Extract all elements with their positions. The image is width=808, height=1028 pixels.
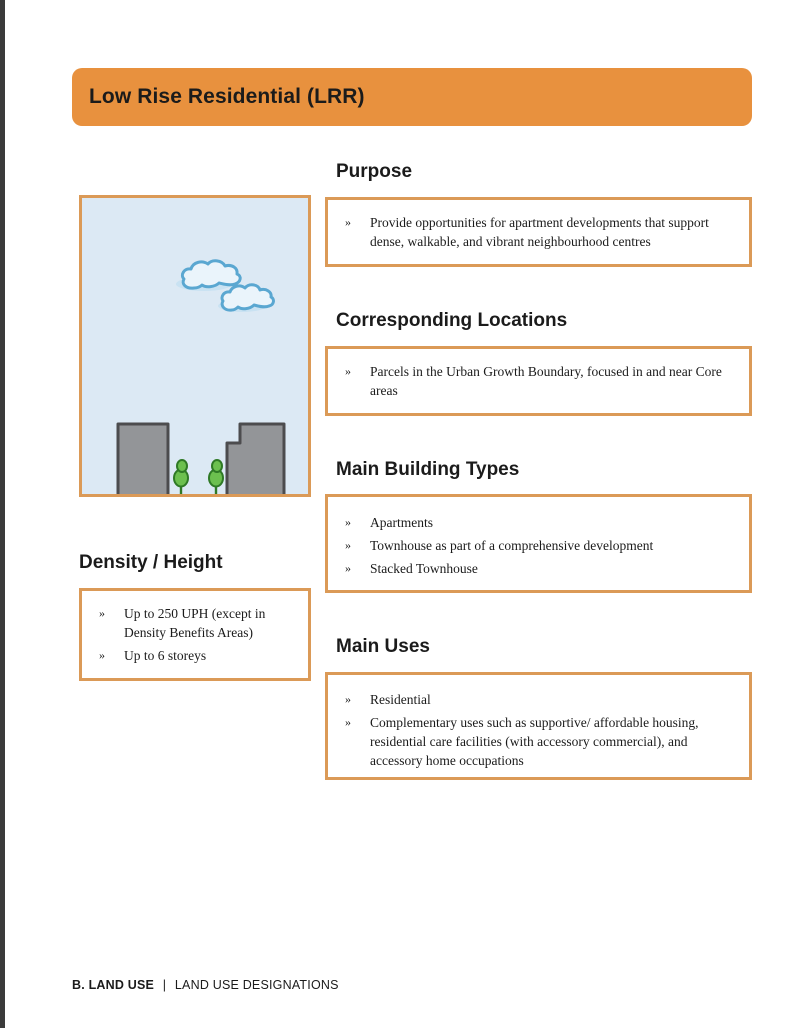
bullet-marker: » <box>345 215 351 229</box>
section-title-purpose: Purpose <box>336 161 413 182</box>
list-item <box>99 604 300 642</box>
building-left-icon <box>118 424 168 494</box>
city-sketch-icon <box>82 198 308 494</box>
page-title: Low Rise Residential (LRR) <box>89 85 365 108</box>
list-item <box>345 362 741 400</box>
cloud-icon <box>182 261 240 288</box>
list-item-text: Apartments <box>370 515 433 530</box>
list-item-text: Stacked Townhouse <box>370 561 478 576</box>
designation-banner <box>72 68 752 126</box>
page-footer <box>72 978 339 992</box>
list-item <box>345 213 741 251</box>
list-item <box>345 713 741 770</box>
bullet-marker: » <box>345 364 351 378</box>
bullet-marker: » <box>345 538 351 552</box>
bullet-marker: » <box>345 692 351 706</box>
footer-separator: | <box>162 978 167 992</box>
locations-box <box>325 346 752 416</box>
list-item <box>345 559 741 578</box>
list-item-text: Up to 6 storeys <box>124 648 207 663</box>
section-title-density-height: Density / Height <box>79 552 223 573</box>
list-item <box>345 513 741 532</box>
purpose-box <box>325 197 752 267</box>
bullet-marker: » <box>345 515 351 529</box>
page-edge-strip <box>0 0 5 1028</box>
building-right-icon <box>227 424 284 494</box>
building-types-box <box>325 494 752 593</box>
list-item-text: Residential <box>370 692 431 707</box>
list-item-text: Provide opportunities for apartment developments that support dense, walkable, and vibrant neighbourhood centres <box>370 215 709 249</box>
tree-icon <box>209 460 223 494</box>
section-title-locations: Corresponding Locations <box>336 310 568 331</box>
list-item <box>99 646 300 665</box>
list-item-text: Townhouse as part of a comprehensive development <box>370 538 654 553</box>
buildings-illustration <box>79 195 311 497</box>
list-item-text: Complementary uses such as supportive/ affordable housing, residential care facilities (with accessory commercial), and accessory home occupations <box>370 715 699 768</box>
section-title-building-types: Main Building Types <box>336 459 520 480</box>
list-item-text: Up to 250 UPH (except in Density Benefits Areas) <box>124 606 266 640</box>
bullet-marker: » <box>99 648 105 662</box>
cloud-icon <box>222 285 273 310</box>
section-title-main-uses: Main Uses <box>336 636 430 657</box>
list-item <box>345 690 741 709</box>
list-item <box>345 536 741 555</box>
bullet-marker: » <box>99 606 105 620</box>
bullet-marker: » <box>345 715 351 729</box>
footer-subsection-label: LAND USE DESIGNATIONS <box>174 978 339 992</box>
density-height-box <box>79 588 311 681</box>
list-item-text: Parcels in the Urban Growth Boundary, focused in and near Core areas <box>370 364 722 398</box>
main-uses-box <box>325 672 752 780</box>
footer-section-label: B. LAND USE <box>72 978 155 992</box>
tree-icon <box>174 460 188 494</box>
bullet-marker: » <box>345 561 351 575</box>
